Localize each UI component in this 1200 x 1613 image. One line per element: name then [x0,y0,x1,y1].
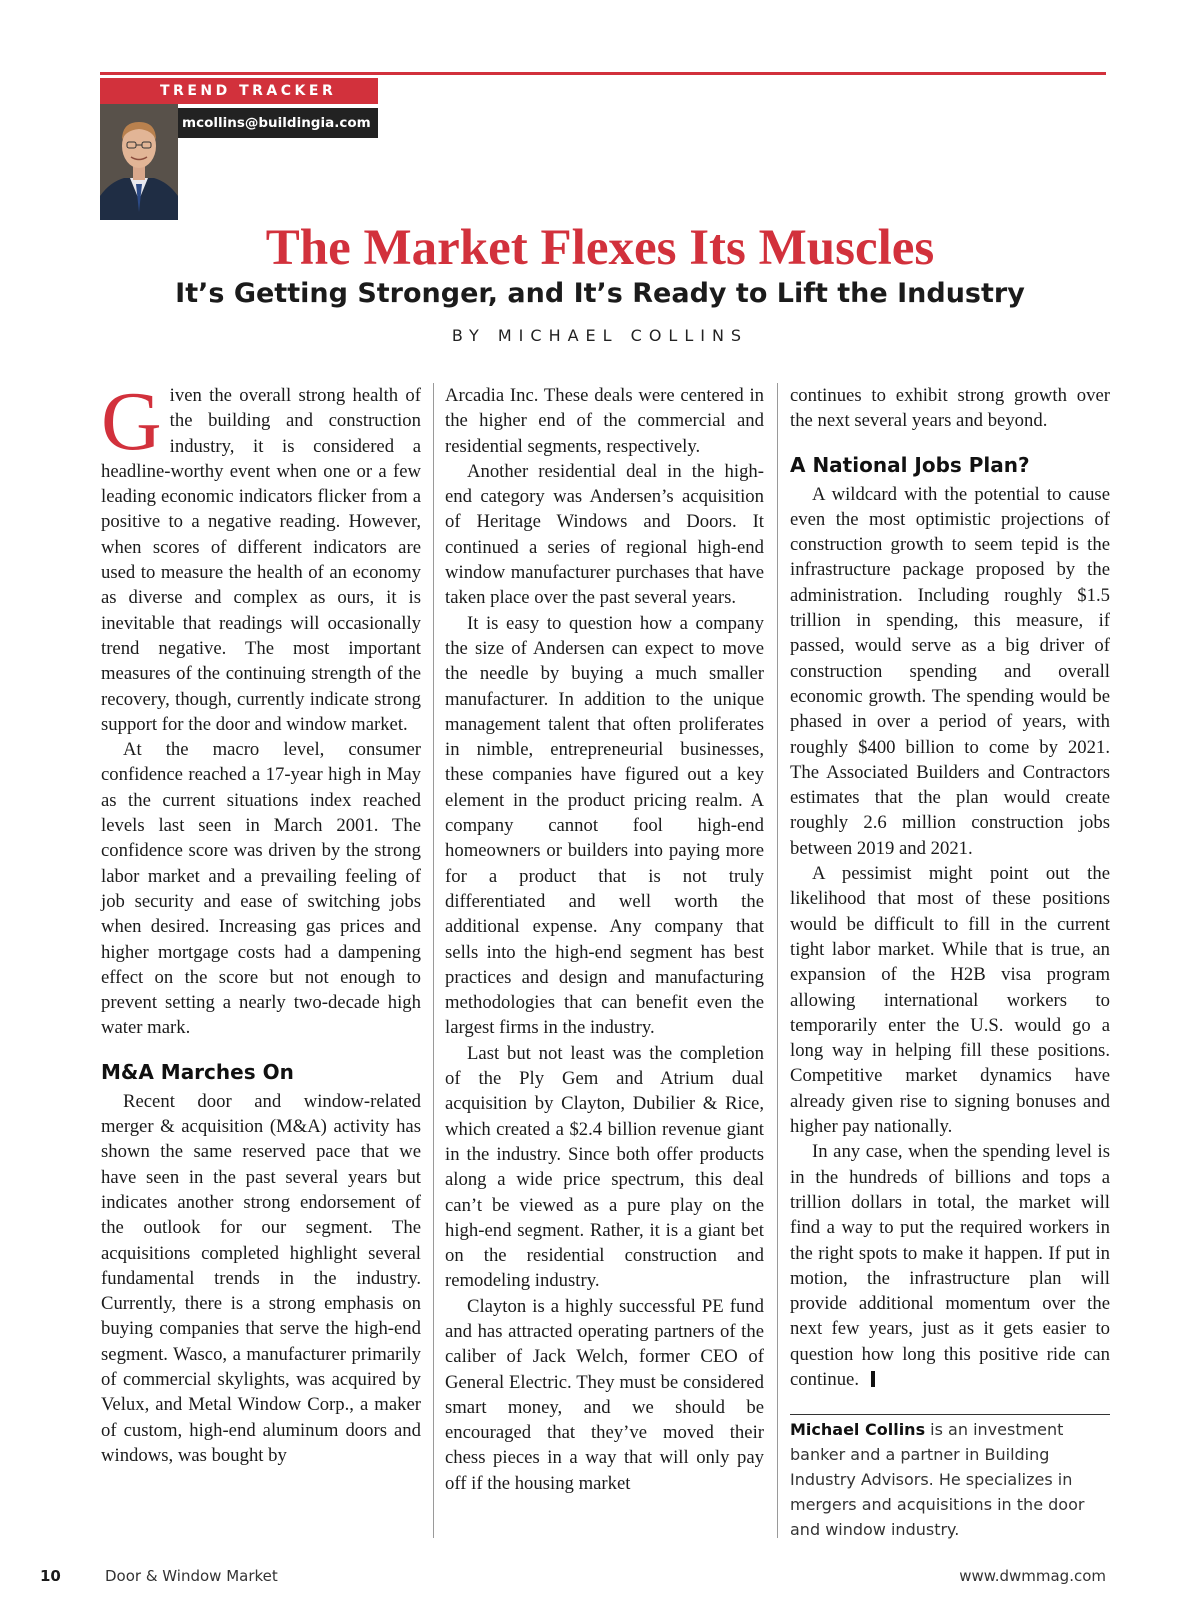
section-heading-ma: M&A Marches On [101,1059,294,1084]
column-3 [790,383,1110,1542]
paragraph: Clayton is a highly successful PE fund and has attracted operating partners of the caliber of Jack Welch, former CEO of General Electric. They must be considered smart money, and we should be encouraged that they’ve moved their chess pieces in a way that will only pay off if the housing market [445,1295,764,1494]
department-label: TREND TRACKER [100,78,378,104]
paragraph: Given the overall strong health of the building and construction industry, it is considered a headline-worthy event when one or a few leading economic indicators flicker from a positive to a negative reading. However, when scores of different indicators are used to measure the health of an economy as diverse and complex as ours, it is inevitable that readings will occasionally trend negative. The most important measures of the continuing strength of the recovery, though, currently indicate strong support for the door and window market. [101,375,421,735]
paragraph: Another residential deal in the high-end category was Andersen’s acquisition of Heritage Windows and Doors. It continued a series of regional high-end window manufacturer purchases that have taken place over the past several years. [445,460,764,609]
drop-cap: G [101,375,162,468]
author-email[interactable]: mcollins@buildingia.com [178,108,378,138]
bio-text: is an investment banker and a partner in Building Industry Advisors. He specializes in mergers and acquisitions in the door and window industry. [790,1420,1085,1540]
website-link[interactable]: www.dwmmag.com [959,1567,1106,1585]
paragraph: Last but not least was the completion of the Ply Gem and Atrium dual acquisition by Clayton, Dubilier & Rice, which created a $2.4 billion revenue giant in the industry. Since both offer products along a wide price spectrum, this deal can’t be viewed as a pure play on the high-end segment. Rather, it is a giant bet on the residential construction and remodeling industry. [445,1042,764,1292]
page-number: 10 [40,1567,61,1585]
bio-name: Michael Collins [790,1420,926,1440]
column-divider [433,383,434,1538]
author-photo [100,104,178,220]
column-2 [445,383,764,1496]
paragraph: At the macro level, consumer confidence reached a 17-year high in May as the current situations index reached levels last seen in March 2001. The confidence score was driven by the strong labor market and a prevailing feeling of job security and ease of switching jobs when desired. Increasing gas prices and higher mortgage costs had a dampening effect on the score but not enough to prevent setting a nearly two-decade high water mark. [101,739,421,1039]
byline: BY MICHAEL COLLINS [451,326,749,345]
column-1 [101,375,421,1468]
section-heading-jobs: A National Jobs Plan? [790,452,1030,477]
paragraph: continues to exhibit strong growth over the next several years and beyond. [790,385,1110,432]
end-mark [871,1371,875,1387]
paragraph: A wildcard with the potential to cause even the most optimistic projections of construction growth to seem tepid is the infrastructure package proposed by the administration. Including roughly $1.5 trillion in spending, this measure, if passed, would serve as a big driver of construction spending and overall economic growth. The spending would be phased in over a period of years, with roughly $400 billion to come by 2021. The Associated Builders and Contractors estimates that the plan would create roughly 2.6 million construction jobs between 2019 and 2021. [790,483,1110,859]
paragraph: Recent door and window-related merger & acquisition (M&A) activity has shown the same reserved pace that we have seen in the past several years but indicates another strong endorsement of the outlook for our segment. The acquisitions completed highlight several fundamental trends in the industry. Currently, there is a strong emphasis on buying companies that serve the high-end segment. Wasco, a manufacturer primarily of commercial skylights, was acquired by Velux, and Metal Window Corp., a maker of custom, high-end aluminum doors and windows, was bought by [101,1090,421,1466]
column-divider [777,383,778,1538]
paragraph: It is easy to question how a company the size of Andersen can expect to move the needle by buying a much smaller manufacturer. In addition to the unique management talent that often proliferates in nimble, entrepreneurial businesses, these companies have figured out a key element in the product pricing realm. A company cannot fool high-end homeowners or builders into paying more for a product that is not truly differentiated and well worth the additional expense. Any company that sells into the high-end segment has best practices and design and manufacturing methodologies that can benefit even the largest firms in the industry. [445,612,764,1039]
header-rule [100,72,1106,75]
paragraph: Arcadia Inc. These deals were centered in the higher end of the commercial and residential segments, respectively. [445,385,764,457]
paragraph: A pessimist might point out the likelihood that most of these positions would be difficult to fill in the current tight labor market. While that is true, an expansion of the H2B visa program allowing international workers to temporarily enter the U.S. would go a long way in helping fill these positions. Competitive market dynamics have already given rise to signing bonuses and higher pay nationally. [790,863,1110,1138]
publication-name: Door & Window Market [105,1567,278,1585]
author-bio [790,1414,1110,1542]
paragraph: In any case, when the spending level is in the hundreds of billions and tops a trillion dollars in total, the market will find a way to put the required workers in the right spots to make it happen. If put in motion, the infrastructure plan will provide additional momentum over the next few years, just as it gets easier to question how long this positive ride can continue. [790,1141,1110,1390]
article-title: The Market Flexes Its Muscles [265,220,935,276]
article-subtitle: It’s Getting Stronger, and It’s Ready to Lift the Industry [175,278,1025,309]
